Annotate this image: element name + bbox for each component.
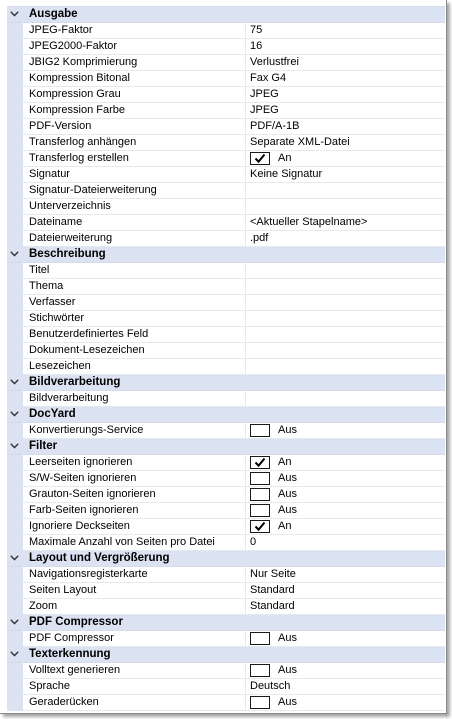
checkbox[interactable] bbox=[250, 664, 270, 677]
column-divider[interactable] bbox=[245, 119, 246, 135]
property-value[interactable] bbox=[250, 455, 445, 470]
checkbox-label: An bbox=[278, 456, 292, 468]
chevron-down-icon[interactable] bbox=[10, 247, 20, 262]
property-row-maximale-anzahl-von-seiten-pro-datei[interactable] bbox=[7, 535, 445, 551]
row-gutter bbox=[7, 263, 23, 279]
value-text: JPEG bbox=[250, 88, 279, 100]
row-gutter bbox=[7, 519, 23, 535]
column-divider[interactable] bbox=[245, 423, 246, 439]
value-text: PDF/A-1B bbox=[250, 120, 300, 132]
property-value[interactable] bbox=[250, 23, 445, 38]
property-value[interactable] bbox=[250, 487, 445, 502]
value-text: <Aktueller Stapelname> bbox=[250, 216, 368, 228]
property-name: Dokument-Lesezeichen bbox=[29, 344, 145, 356]
row-gutter bbox=[7, 55, 23, 71]
category-title: Layout und Vergrößerung bbox=[29, 552, 170, 564]
value-text: Deutsch bbox=[250, 680, 291, 692]
row-gutter bbox=[7, 327, 23, 343]
category-title: Ausgabe bbox=[29, 8, 78, 20]
row-gutter bbox=[7, 199, 23, 215]
property-name: Signatur-Dateierweiterung bbox=[29, 184, 157, 196]
property-name: Navigationsregisterkarte bbox=[29, 568, 148, 580]
property-name: Farb-Seiten ignorieren bbox=[29, 504, 139, 516]
row-gutter bbox=[7, 567, 23, 583]
property-row-konvertierungs-service[interactable] bbox=[7, 423, 445, 439]
column-divider[interactable] bbox=[245, 599, 246, 615]
property-name: S/W-Seiten ignorieren bbox=[29, 472, 137, 484]
property-row-grauton-seiten-ignorieren[interactable] bbox=[7, 487, 445, 503]
property-name: Unterverzeichnis bbox=[29, 200, 111, 212]
column-divider[interactable] bbox=[245, 167, 246, 183]
property-name: Signatur bbox=[29, 168, 70, 180]
row-gutter bbox=[7, 215, 23, 231]
property-row-jpeg2000-faktor[interactable] bbox=[7, 39, 445, 55]
value-text: 75 bbox=[250, 24, 263, 36]
category-title: PDF Compressor bbox=[29, 616, 123, 628]
category-title: Texterkennung bbox=[29, 648, 111, 660]
checkbox[interactable] bbox=[250, 424, 270, 437]
property-name: Verfasser bbox=[29, 296, 76, 308]
value-text: Separate XML-Datei bbox=[250, 136, 350, 148]
property-name: Kompression Bitonal bbox=[29, 72, 130, 84]
property-row-titel[interactable] bbox=[7, 263, 445, 279]
property-name: JBIG2 Komprimierung bbox=[29, 56, 138, 68]
property-value[interactable] bbox=[250, 39, 445, 54]
property-name: JPEG2000-Faktor bbox=[29, 40, 118, 52]
column-divider[interactable] bbox=[245, 695, 246, 711]
property-value[interactable] bbox=[250, 215, 445, 230]
row-gutter bbox=[7, 679, 23, 695]
row-gutter bbox=[7, 599, 23, 615]
property-name: Zoom bbox=[29, 600, 58, 612]
property-value[interactable] bbox=[250, 503, 445, 518]
row-gutter bbox=[7, 423, 23, 439]
category-title: Bildverarbeitung bbox=[29, 376, 121, 388]
column-divider[interactable] bbox=[245, 631, 246, 647]
checkbox-label: Aus bbox=[278, 696, 297, 708]
property-row-thema[interactable] bbox=[7, 279, 445, 295]
row-gutter bbox=[7, 279, 23, 295]
column-divider[interactable] bbox=[245, 391, 246, 407]
property-row-unterverzeichnis[interactable] bbox=[7, 199, 445, 215]
checkbox[interactable] bbox=[250, 632, 270, 645]
checkbox-label: Aus bbox=[278, 424, 297, 436]
property-value[interactable] bbox=[250, 135, 445, 150]
chevron-down-icon[interactable] bbox=[10, 375, 20, 390]
checkbox[interactable] bbox=[250, 696, 270, 709]
property-value[interactable] bbox=[250, 519, 445, 534]
column-divider[interactable] bbox=[245, 23, 246, 39]
property-row-lesezeichen[interactable] bbox=[7, 359, 445, 375]
row-gutter bbox=[7, 167, 23, 183]
property-row-sprache[interactable] bbox=[7, 679, 445, 695]
property-row-signatur[interactable] bbox=[7, 167, 445, 183]
value-text: Fax G4 bbox=[250, 72, 287, 84]
chevron-down-icon[interactable] bbox=[10, 407, 20, 422]
property-row-dateiname[interactable] bbox=[7, 215, 445, 231]
property-name: Ignoriere Deckseiten bbox=[29, 520, 130, 532]
checkbox[interactable] bbox=[250, 488, 270, 501]
property-value[interactable] bbox=[250, 151, 445, 166]
category-layout-und-vergroesserung[interactable] bbox=[7, 551, 445, 567]
property-name: Stichwörter bbox=[29, 312, 85, 324]
column-divider[interactable] bbox=[245, 151, 246, 167]
property-name: Maximale Anzahl von Seiten pro Datei bbox=[29, 536, 215, 548]
property-name: Seiten Layout bbox=[29, 584, 97, 596]
property-name: Benutzerdefiniertes Feld bbox=[29, 328, 149, 340]
property-value[interactable] bbox=[250, 679, 445, 694]
property-name: PDF-Version bbox=[29, 120, 92, 132]
column-divider[interactable] bbox=[245, 567, 246, 583]
row-gutter bbox=[7, 343, 23, 359]
column-divider[interactable] bbox=[245, 327, 246, 343]
category-ausgabe[interactable] bbox=[7, 7, 445, 23]
row-gutter bbox=[7, 391, 23, 407]
chevron-down-icon[interactable] bbox=[10, 7, 20, 22]
row-gutter bbox=[7, 503, 23, 519]
value-text: Standard bbox=[250, 600, 295, 612]
column-divider[interactable] bbox=[245, 343, 246, 359]
column-divider[interactable] bbox=[245, 279, 246, 295]
column-divider[interactable] bbox=[245, 679, 246, 695]
row-gutter bbox=[7, 39, 23, 55]
row-gutter bbox=[7, 295, 23, 311]
column-divider[interactable] bbox=[245, 231, 246, 247]
row-gutter bbox=[7, 663, 23, 679]
column-divider[interactable] bbox=[245, 103, 246, 119]
row-gutter bbox=[7, 23, 23, 39]
column-divider[interactable] bbox=[245, 519, 246, 535]
column-divider[interactable] bbox=[245, 55, 246, 71]
property-row-pdf-compressor[interactable] bbox=[7, 631, 445, 647]
row-gutter bbox=[7, 471, 23, 487]
property-value[interactable] bbox=[250, 119, 445, 134]
property-value[interactable] bbox=[250, 167, 445, 182]
property-row-bildverarbeitung[interactable] bbox=[7, 391, 445, 407]
row-gutter bbox=[7, 455, 23, 471]
value-text: Keine Signatur bbox=[250, 168, 323, 180]
column-divider[interactable] bbox=[245, 39, 246, 55]
row-gutter bbox=[7, 359, 23, 375]
property-value[interactable] bbox=[250, 583, 445, 598]
property-value[interactable] bbox=[250, 103, 445, 118]
checkbox-label: An bbox=[278, 152, 292, 164]
column-divider[interactable] bbox=[245, 199, 246, 215]
property-row-leerseiten-ignorieren[interactable] bbox=[7, 455, 445, 471]
checkbox-label: Aus bbox=[278, 504, 297, 516]
column-divider[interactable] bbox=[245, 487, 246, 503]
column-divider[interactable] bbox=[245, 295, 246, 311]
checkbox[interactable] bbox=[250, 456, 270, 469]
row-gutter bbox=[7, 87, 23, 103]
row-gutter bbox=[7, 631, 23, 647]
property-name: Titel bbox=[29, 264, 50, 276]
property-row-zoom[interactable] bbox=[7, 599, 445, 615]
property-name: Sprache bbox=[29, 680, 70, 692]
row-gutter bbox=[7, 535, 23, 551]
category-filter[interactable] bbox=[7, 439, 445, 455]
property-name: Bildverarbeitung bbox=[29, 392, 109, 404]
column-divider[interactable] bbox=[245, 311, 246, 327]
property-value[interactable] bbox=[250, 423, 445, 438]
property-name: Transferlog anhängen bbox=[29, 136, 137, 148]
checkbox[interactable] bbox=[250, 520, 270, 533]
property-value[interactable] bbox=[250, 567, 445, 582]
row-gutter bbox=[7, 135, 23, 151]
row-gutter bbox=[7, 695, 23, 711]
property-value[interactable] bbox=[250, 231, 445, 246]
property-value[interactable] bbox=[250, 631, 445, 646]
value-text: 0 bbox=[250, 536, 257, 548]
property-name: Dateiname bbox=[29, 216, 83, 228]
category-title: Beschreibung bbox=[29, 248, 106, 260]
property-name: Konvertierungs-Service bbox=[29, 424, 144, 436]
chevron-down-icon[interactable] bbox=[10, 615, 20, 630]
category-title: DocYard bbox=[29, 408, 76, 420]
row-gutter bbox=[7, 231, 23, 247]
property-row-farb-seiten-ignorieren[interactable] bbox=[7, 503, 445, 519]
value-text: Standard bbox=[250, 584, 295, 596]
property-value[interactable] bbox=[250, 599, 445, 614]
property-row-seiten-layout[interactable] bbox=[7, 583, 445, 599]
property-name: Grauton-Seiten ignorieren bbox=[29, 488, 156, 500]
category-texterkennung[interactable] bbox=[7, 647, 445, 663]
value-text: Nur Seite bbox=[250, 568, 296, 580]
row-gutter bbox=[7, 119, 23, 135]
column-divider[interactable] bbox=[245, 71, 246, 87]
property-row-dokument-lesezeichen[interactable] bbox=[7, 343, 445, 359]
column-divider[interactable] bbox=[245, 359, 246, 375]
property-value[interactable] bbox=[250, 471, 445, 486]
value-text: JPEG bbox=[250, 104, 279, 116]
column-divider[interactable] bbox=[245, 135, 246, 151]
property-row-ignoriere-deckseiten[interactable] bbox=[7, 519, 445, 535]
value-text: .pdf bbox=[250, 232, 269, 244]
checkbox[interactable] bbox=[250, 472, 270, 485]
property-row-jbig2-komprimierung[interactable] bbox=[7, 55, 445, 71]
property-row-s-w-seiten-ignorieren[interactable] bbox=[7, 471, 445, 487]
column-divider[interactable] bbox=[245, 263, 246, 279]
checkbox-label: Aus bbox=[278, 488, 297, 500]
property-name: Geraderücken bbox=[29, 696, 99, 708]
property-value[interactable] bbox=[250, 535, 445, 550]
checkbox-label: Aus bbox=[278, 664, 297, 676]
row-gutter bbox=[7, 151, 23, 167]
row-gutter bbox=[7, 103, 23, 119]
checkbox-label: Aus bbox=[278, 472, 297, 484]
category-title: Filter bbox=[29, 440, 58, 452]
category-bildverarbeitung[interactable] bbox=[7, 375, 445, 391]
column-divider[interactable] bbox=[245, 215, 246, 231]
property-name: Dateierweiterung bbox=[29, 232, 113, 244]
property-row-kompression-grau[interactable] bbox=[7, 87, 445, 103]
property-value[interactable] bbox=[250, 695, 445, 710]
property-grid bbox=[7, 6, 445, 711]
value-text: Verlustfrei bbox=[250, 56, 299, 68]
column-divider[interactable] bbox=[245, 87, 246, 103]
property-name: Kompression Farbe bbox=[29, 104, 125, 116]
column-divider[interactable] bbox=[245, 535, 246, 551]
property-name: Volltext generieren bbox=[29, 664, 121, 676]
property-row-pdf-version[interactable] bbox=[7, 119, 445, 135]
chevron-down-icon[interactable] bbox=[10, 551, 20, 566]
column-divider[interactable] bbox=[245, 183, 246, 199]
property-row-kompression-farbe[interactable] bbox=[7, 103, 445, 119]
property-row-navigationsregisterkarte[interactable] bbox=[7, 567, 445, 583]
row-gutter bbox=[7, 183, 23, 199]
row-gutter bbox=[7, 311, 23, 327]
property-row-signatur-dateierweiterung[interactable] bbox=[7, 183, 445, 199]
column-divider[interactable] bbox=[245, 455, 246, 471]
property-value[interactable] bbox=[250, 87, 445, 102]
chevron-down-icon[interactable] bbox=[10, 439, 20, 454]
checkbox-label: An bbox=[278, 520, 292, 532]
row-gutter bbox=[7, 71, 23, 87]
checkbox-label: Aus bbox=[278, 632, 297, 644]
property-name: PDF Compressor bbox=[29, 632, 114, 644]
property-row-jpeg-faktor[interactable] bbox=[7, 23, 445, 39]
property-value[interactable] bbox=[250, 55, 445, 70]
category-pdf-compressor[interactable] bbox=[7, 615, 445, 631]
property-row-volltext-generieren[interactable] bbox=[7, 663, 445, 679]
property-value[interactable] bbox=[250, 663, 445, 678]
chevron-down-icon[interactable] bbox=[10, 647, 20, 662]
property-row-verfasser[interactable] bbox=[7, 295, 445, 311]
property-row-transferlog-erstellen[interactable] bbox=[7, 151, 445, 167]
property-name: Lesezeichen bbox=[29, 360, 91, 372]
checkbox[interactable] bbox=[250, 152, 270, 165]
property-name: Leerseiten ignorieren bbox=[29, 456, 133, 468]
value-text: 16 bbox=[250, 40, 263, 52]
column-divider[interactable] bbox=[245, 503, 246, 519]
property-row-geraderuecken[interactable] bbox=[7, 695, 445, 711]
column-divider[interactable] bbox=[245, 471, 246, 487]
property-row-kompression-bitonal[interactable] bbox=[7, 71, 445, 87]
property-value[interactable] bbox=[250, 71, 445, 86]
property-name: JPEG-Faktor bbox=[29, 24, 93, 36]
property-name: Transferlog erstellen bbox=[29, 152, 129, 164]
property-row-stichwoerter[interactable] bbox=[7, 311, 445, 327]
category-beschreibung[interactable] bbox=[7, 247, 445, 263]
checkbox[interactable] bbox=[250, 504, 270, 517]
property-name: Kompression Grau bbox=[29, 88, 121, 100]
column-divider[interactable] bbox=[245, 663, 246, 679]
property-row-transferlog-anhaengen[interactable] bbox=[7, 135, 445, 151]
row-gutter bbox=[7, 583, 23, 599]
category-docyard[interactable] bbox=[7, 407, 445, 423]
property-name: Thema bbox=[29, 280, 64, 292]
column-divider[interactable] bbox=[245, 583, 246, 599]
row-gutter bbox=[7, 487, 23, 503]
property-row-dateierweiterung[interactable] bbox=[7, 231, 445, 247]
property-row-benutzerdefiniertes-feld[interactable] bbox=[7, 327, 445, 343]
